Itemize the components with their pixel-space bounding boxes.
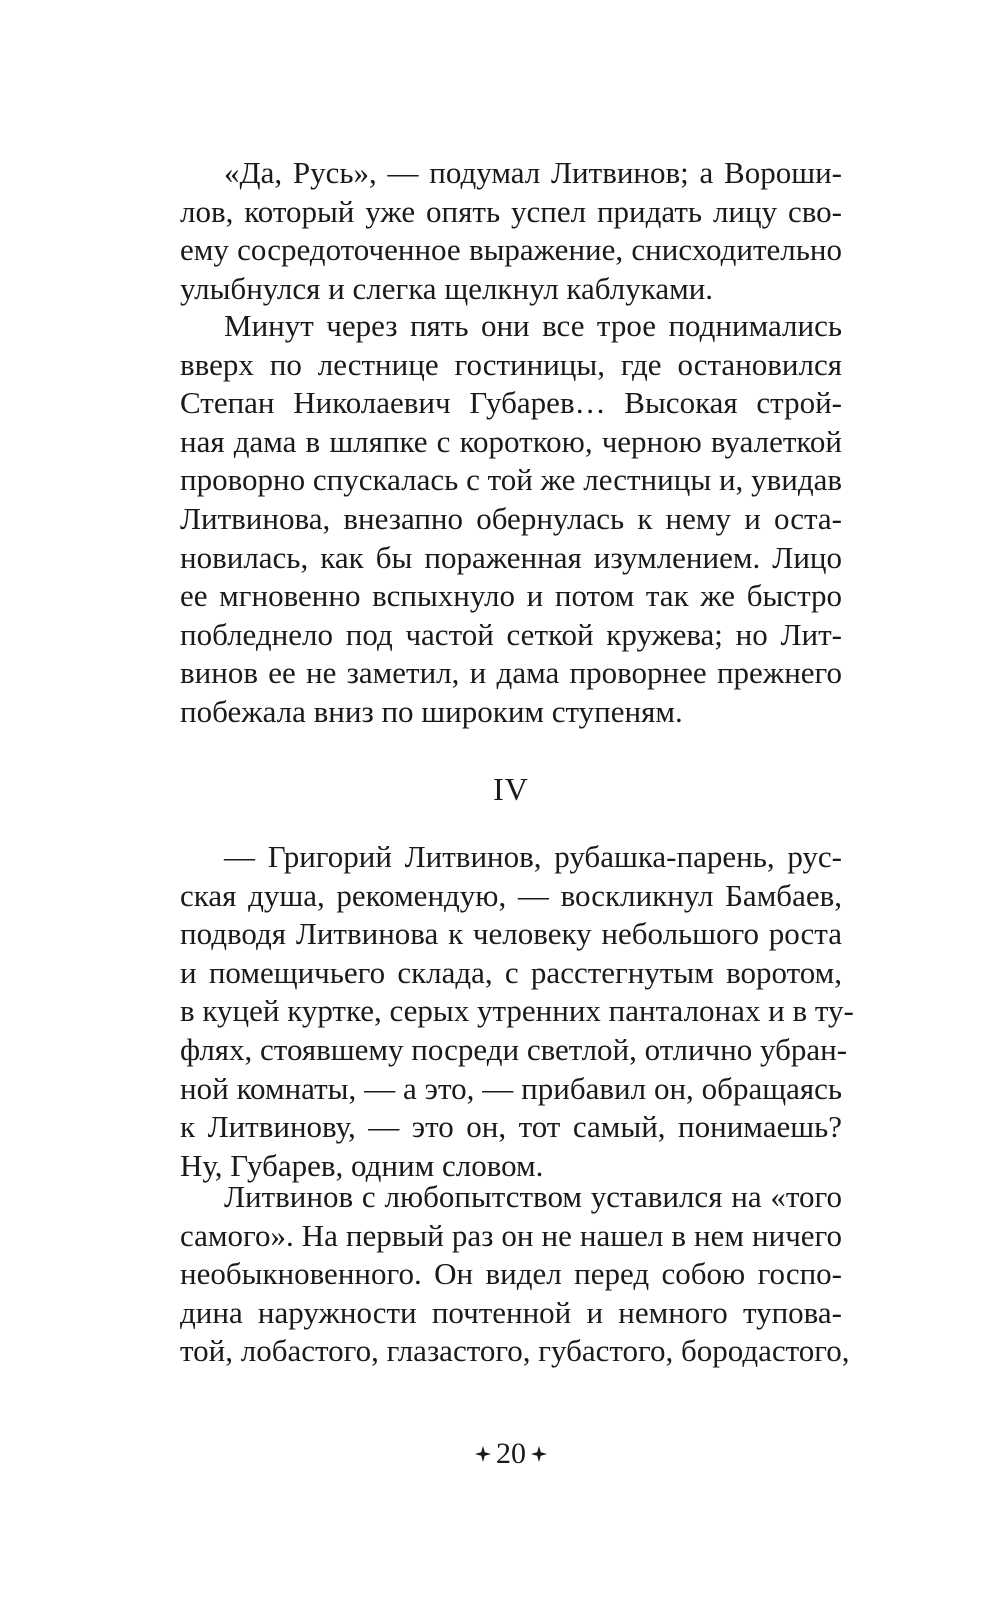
text-line: Ну, Губарев, одним словом. bbox=[180, 1147, 544, 1183]
text-line: Литвинова, внезапно обернулась к нему и оста- bbox=[180, 500, 842, 536]
text-line: Литвинов с любопытством уставился на «того bbox=[224, 1179, 842, 1214]
page-number: 20 bbox=[496, 1437, 526, 1470]
text-line: необыкновенного. Он видел перед собою госпо- bbox=[180, 1256, 842, 1292]
paragraph-3 bbox=[180, 838, 854, 1185]
text-line: «Да, Русь», — подумал Литвинов; а Вороши- bbox=[224, 155, 842, 190]
chapter-heading: IV bbox=[493, 771, 529, 807]
text-line: и помещичьего склада, с расстегнутым воротом, bbox=[180, 954, 842, 990]
text-line: проворно спускалась с той же лестницы и, увидав bbox=[180, 462, 842, 498]
text-line: той, лобастого, глазастого, губастого, бородастого, bbox=[180, 1333, 850, 1369]
four-point-star-icon bbox=[474, 1445, 492, 1463]
text-line: флях, стоявшему посреди светлой, отлично убран- bbox=[180, 1031, 848, 1067]
text-line: в куцей куртке, серых утренних панталонах и в ту- bbox=[180, 993, 854, 1029]
text-line: улыбнулся и слегка щелкнул каблуками. bbox=[180, 270, 714, 306]
text-line: побежала вниз по широким ступеням. bbox=[180, 693, 683, 729]
text-line: ему сосредоточенное выражение, снисходительно bbox=[180, 232, 842, 268]
text-line: ее мгновенно вспыхнуло и потом так же быстро bbox=[180, 578, 842, 614]
text-line: дина наружности почтенной и немного тупова- bbox=[180, 1294, 842, 1330]
paragraph-1 bbox=[180, 154, 842, 308]
page-footer bbox=[180, 1434, 842, 1474]
four-point-star-icon bbox=[530, 1445, 548, 1463]
text-line: к Литвинову, — это он, тот самый, понимаешь? bbox=[180, 1109, 842, 1145]
text-line: Минут через пять они все трое поднимались bbox=[224, 308, 842, 343]
text-line: ная дама в шляпке с короткою, черною вуалеткой bbox=[180, 423, 842, 459]
text-line: вверх по лестнице гостиницы, где остановился bbox=[180, 346, 842, 382]
text-line: ская душа, рекомендую, — воскликнул Бамбаев, bbox=[180, 877, 842, 913]
text-line: — Григорий Литвинов, рубашка-парень, рус- bbox=[224, 839, 842, 874]
text-line: побледнело под частой сеткой кружева; но Лит- bbox=[180, 616, 842, 652]
paragraph-4 bbox=[180, 1178, 850, 1371]
text-line: лов, который уже опять успел придать лицу сво- bbox=[180, 193, 842, 229]
text-line: самого». На первый раз он не нашел в нем ничего bbox=[180, 1217, 842, 1253]
text-line: Степан Николаевич Губарев… Высокая строй- bbox=[180, 385, 842, 421]
text-line: винов ее не заметил, и дама проворнее прежнего bbox=[180, 655, 842, 691]
paragraph-2 bbox=[180, 307, 842, 732]
text-line: ной комнаты, — а это, — прибавил он, обращаясь bbox=[180, 1070, 842, 1106]
text-line: новилась, как бы пораженная изумлением. Лицо bbox=[180, 539, 842, 575]
text-line: подводя Литвинова к человеку небольшого роста bbox=[180, 916, 842, 952]
